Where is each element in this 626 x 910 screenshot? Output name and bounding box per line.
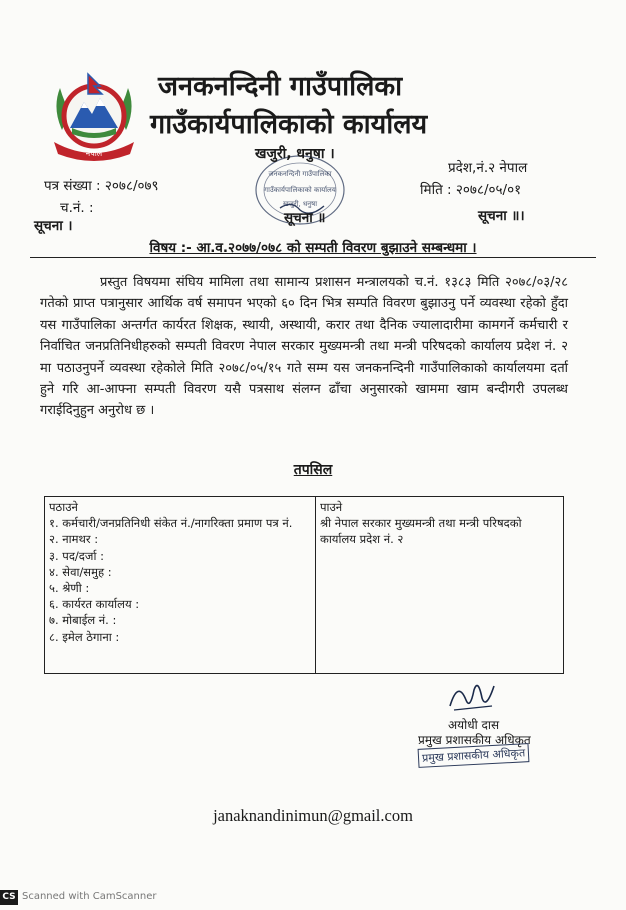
stamp-line-2: गाउँकार्यपालिकाको कार्यालय	[264, 186, 336, 194]
sender-field-7: ७. मोबाईल नं. :	[49, 613, 117, 628]
letter-subject-text: विषय :- आ.व.२०७७/०७८ को सम्पती विवरण बुझाउने सम्बन्धमा ।	[149, 240, 477, 256]
receiver-text: श्री नेपाल सरकार मुख्यमन्त्री तथा मन्त्री परिषदको कार्यालय प्रदेश नं. २	[320, 516, 522, 547]
emblem-ribbon-text: नेपाल	[85, 149, 103, 158]
notice-label-left: सूचना ।	[34, 218, 73, 234]
signatory-name: अयोधी दास	[448, 718, 500, 732]
office-title-line1: जनकनन्दिनी गाउँपालिका	[158, 71, 403, 102]
sender-field-1: १. कर्मचारी/जनप्रतिनिधी संकेत नं./नागरिक्ता प्रमाण पत्र नं.	[49, 516, 293, 531]
letter-subject	[0, 238, 626, 256]
sender-field-3: ३. पद/दर्जा :	[49, 548, 104, 563]
scanner-watermark: Scanned with CamScanner	[22, 891, 157, 902]
stamp-line-3: खजुरी, धनुषा	[282, 200, 318, 208]
sender-field-5: ५. श्रेणी :	[49, 581, 90, 596]
sender-field-4: ४. सेवा/समुह :	[49, 564, 112, 579]
sender-field-6: ६. कार्यरत कार्यालय :	[49, 597, 140, 612]
notice-label-center: सूचना ॥	[284, 210, 326, 226]
stamp-line-1: जनकनन्दिनी गाउँपालिका	[268, 170, 332, 178]
sender-field-2: २. नामथर :	[49, 532, 99, 547]
sender-field-8: ८. इमेल ठेगाना :	[49, 629, 120, 644]
dispatch-number: च.नं. :	[60, 200, 94, 216]
letter-body: प्रस्तुत विषयमा संघिय मामिला तथा सामान्य प्रशासन मन्त्रालयको च.नं. १३८३ मिति २०७८/०३/२८ गतेको प्राप्त पत्रानुसार आर्थिक वर्ष समापन भएको ६० दिन भित्र सम्पति विवरण बुझाउनु पर्ने व्यवस्था रहेको हुँदा यस गाउँपालिका अन्तर्गत कार्यरत शिक्षक, स्थायी, अस्थायी, करार तथा दैनिक ज्यालादारीमा कामगर्ने कर्मचारी र निर्वाचित जनप्रतिनिधीहरुको सम्पती विवरण नेपाल सरकार मुख्यमन्त्री तथा मन्त्री परिषदको कार्यालय प्रदेश नं. २ मा पठाउनुपर्ने व्यवस्था रहेकोले मिति २०७८/०५/१५ गते सम्म यस जनकनन्दिनी गाउँपालिकाको कार्यालयमा दर्ता हुने गरि आ-आफ्ना सम्पती विवरण यसै पत्रसाथ संलग्न ढाँचा अनुसारको खाममा खाम बन्दीगरी उपलब्ध गराईदिनुहुन अनुरोध छ ।	[40, 275, 568, 419]
details-table	[44, 496, 564, 674]
nepal-emblem-icon	[48, 68, 140, 166]
office-location: खजुरी, धनुषा ।	[255, 146, 335, 162]
sender-cell	[45, 497, 316, 674]
letter-date: मिति : २०७८/०५/०१	[420, 182, 522, 198]
receiver-cell	[316, 497, 564, 674]
signatory-stamp: प्रमुख प्रशासकीय अधिकृत	[418, 743, 530, 768]
notice-label-right: सूचना ॥।	[478, 208, 525, 224]
office-title-line2: गाउँकार्यपालिकाको कार्यालय	[150, 109, 428, 140]
province-label: प्रदेश,नं.२ नेपाल	[448, 160, 528, 176]
signatory-title: प्रमुख प्रशासकीय अधिकृत	[418, 733, 531, 747]
sender-heading: पठाउने	[49, 500, 78, 514]
receiver-heading: पाउने	[320, 500, 343, 514]
details-title: तपसिल	[293, 462, 333, 478]
office-email: janaknandinimun@gmail.com	[213, 806, 413, 825]
signature-icon	[444, 676, 500, 716]
subject-divider	[30, 257, 596, 258]
camscanner-logo-icon: CS	[0, 890, 18, 905]
letter-number: पत्र संख्या : २०७८/०७९	[44, 178, 159, 194]
